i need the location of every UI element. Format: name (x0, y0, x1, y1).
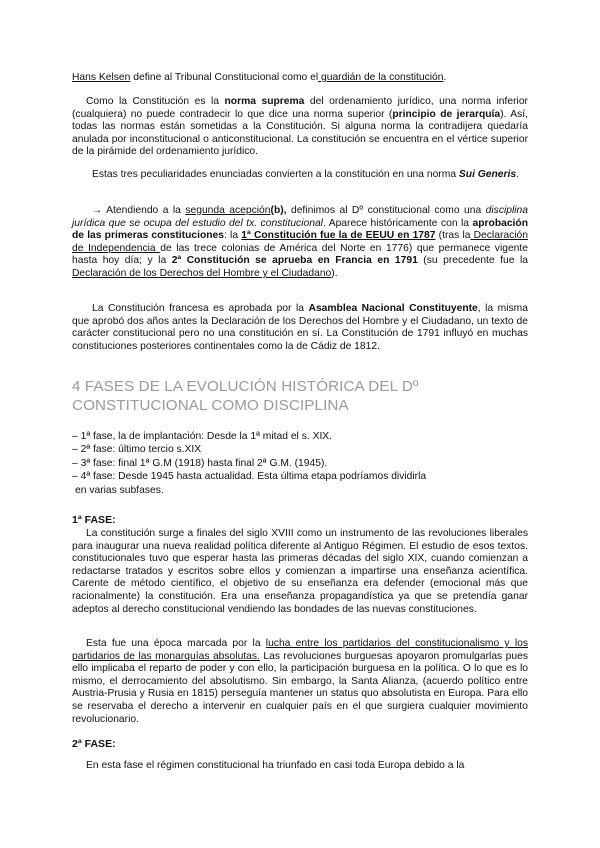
text-run: del ordenamiento jurídico, una norma inferior (cualquiera) no puede contradecir lo que dice una norma superior ( (72, 96, 528, 120)
list-item: en varias subfases. (75, 484, 164, 496)
underlined-term: Declaración de Independencia (72, 230, 528, 254)
bold-italic-term: Sui Generis (458, 169, 517, 180)
text-run: define al Tribunal Constitucional como el (130, 72, 319, 83)
italic-definition: disciplina jurídica que se ocupa del estudio del tx. constitucional (72, 205, 529, 229)
bold-term: Asamblea Nacional Constituyente (308, 303, 478, 314)
text-run: Como la Constitución es la (86, 96, 225, 107)
subheading-fase1: 1ª FASE: (72, 514, 116, 526)
text-run: : la (224, 230, 242, 242)
underlined-term: Declaración de los Derechos del Hombre y el Ciudadano (72, 267, 332, 279)
text-run: . (516, 169, 520, 180)
underlined-term: lucha entre los partidarios del constitucionalismo y los partidarios de las monarquías absolutas. (72, 638, 528, 662)
guardian-phrase: guardián de la constitución (318, 72, 444, 83)
paragraph-fase1-lucha (72, 638, 528, 726)
text-run: ). (331, 267, 338, 279)
text-run: , la misma que aprobó dos años antes la Declaración de los Derechos del Hombre y el Ciudadano, un texto de carácter constitucional pero no una constitución en sí. La Constitución de 1791 influyó en muchas constituciones posteriores continentales como la de Cádiz de 1812. (72, 303, 528, 352)
text-run: ). Así, todas las normas están sometidas a la Constitución. Si alguna norma la contradijera quedaría anulada por inconstitucional o anticonstitucional. La constitución se encuentra en el vértice superior de la pirámide del ordenamiento jurídico. (72, 108, 528, 158)
paragraph-sui-generis (72, 169, 528, 182)
bold-term: aprobación de las primeras constituciones (72, 217, 528, 242)
paragraph-kelsen (72, 72, 528, 85)
text-run: Las revoluciones burguesas apoyaron promulgarlas pues ello implicaba el reparto de poder y con ello, la participación burguesa en la política. O lo que es lo mismo, el derrocamiento del absolutismo. Sin embargo, la Santa Alianza, (acuerdo político entre Austria-Prusia y Rusia en 1815) perseguía mantener un status quo absolutista en Europa. Para ello se reservaba el derecho a intervenir en cualquier país en el que surgiera cualquier movimiento revolucionario. (72, 650, 528, 725)
text-run: de las trece colonias de América del Norte en 1776) que permanece vigente hasta hoy día; y la (72, 242, 528, 267)
text-run: Estas tres peculiaridades enunciadas convierten a la constitución en una norma (92, 169, 459, 180)
heading-line: 4 FASES DE LA EVOLUCIÓN HISTÓRICA DEL Dº (72, 378, 419, 395)
text-run: . Aparece históricamente con la (322, 217, 473, 229)
subheading-fase2: 2ª FASE: (72, 738, 116, 750)
section-heading (72, 377, 528, 415)
text-run: La Constitución francesa es aprobada por la (92, 303, 309, 314)
list-item: – 1ª fase, la de implantación: Desde la 1ª mitad el s. XIX. (72, 431, 333, 442)
paragraph-norma-suprema (72, 96, 528, 159)
phases-list (72, 430, 528, 497)
text-run: Atendiendo a la (102, 205, 186, 216)
text-run: . (443, 72, 447, 83)
text-run: definimos al Dº constitucional como una (286, 205, 486, 216)
paragraph-fase2: En esta fase el régimen constitucional ha triunfado en casi toda Europa debido a la (86, 760, 465, 771)
bold-term: principio de jerarquía (392, 108, 501, 120)
author-name: Hans Kelsen (72, 72, 131, 83)
list-item: – 4ª fase: Desde 1945 hasta actualidad. Esta última etapa podríamos dividirla (72, 471, 427, 483)
paragraph-fase1-intro: La constitución surge a finales del siglo XVIII como un instrumento de las revoluciones liberales para inaugurar una nueva realidad política diferente al Antiguo Régimen. El estudio de esos textos. constitucionales tuvo que esperar hasta las primeras décadas del siglo XIX, cuando comienzan a redactarse tratados y escritos sobre ellos y comienzan a impartirse una enseñanza acientífica. Carente de método científico, el objetivo de su enseñanza era defender (emocional más que racionalmente) la constitución. Era una enseñanza propagandística ya que se pretendía ganar adeptos al derecho constitucional vendiendo las bondades de las nuevas constituciones. (72, 528, 528, 615)
bold-term: 2ª Constitución se aprueba en Francia en 1791 (171, 255, 418, 267)
list-item: – 2ª fase: último tercio s.XIX (72, 444, 202, 456)
bold-underlined-term: 1ª Constitución fue la de EEUU en 1787 (241, 230, 436, 242)
paragraph-acepcion (72, 205, 528, 281)
text-run: (tras la (435, 230, 471, 242)
bold-term: norma suprema (224, 96, 305, 107)
list-item: – 3ª fase: final 1ª G.M (1918) hasta final 2ª G.M. (1945). (72, 457, 328, 469)
heading-line: CONSTITUCIONAL COMO DISCIPLINA (72, 397, 349, 414)
arrow-icon: → (92, 205, 103, 216)
text-run: (su precedente fue la (417, 255, 528, 267)
bold-term: (b), (270, 205, 287, 216)
underlined-term: segunda acepción (185, 205, 271, 216)
text-run: Esta fue una época marcada por la (86, 638, 266, 649)
paragraph-constitucion-francesa (72, 303, 528, 353)
